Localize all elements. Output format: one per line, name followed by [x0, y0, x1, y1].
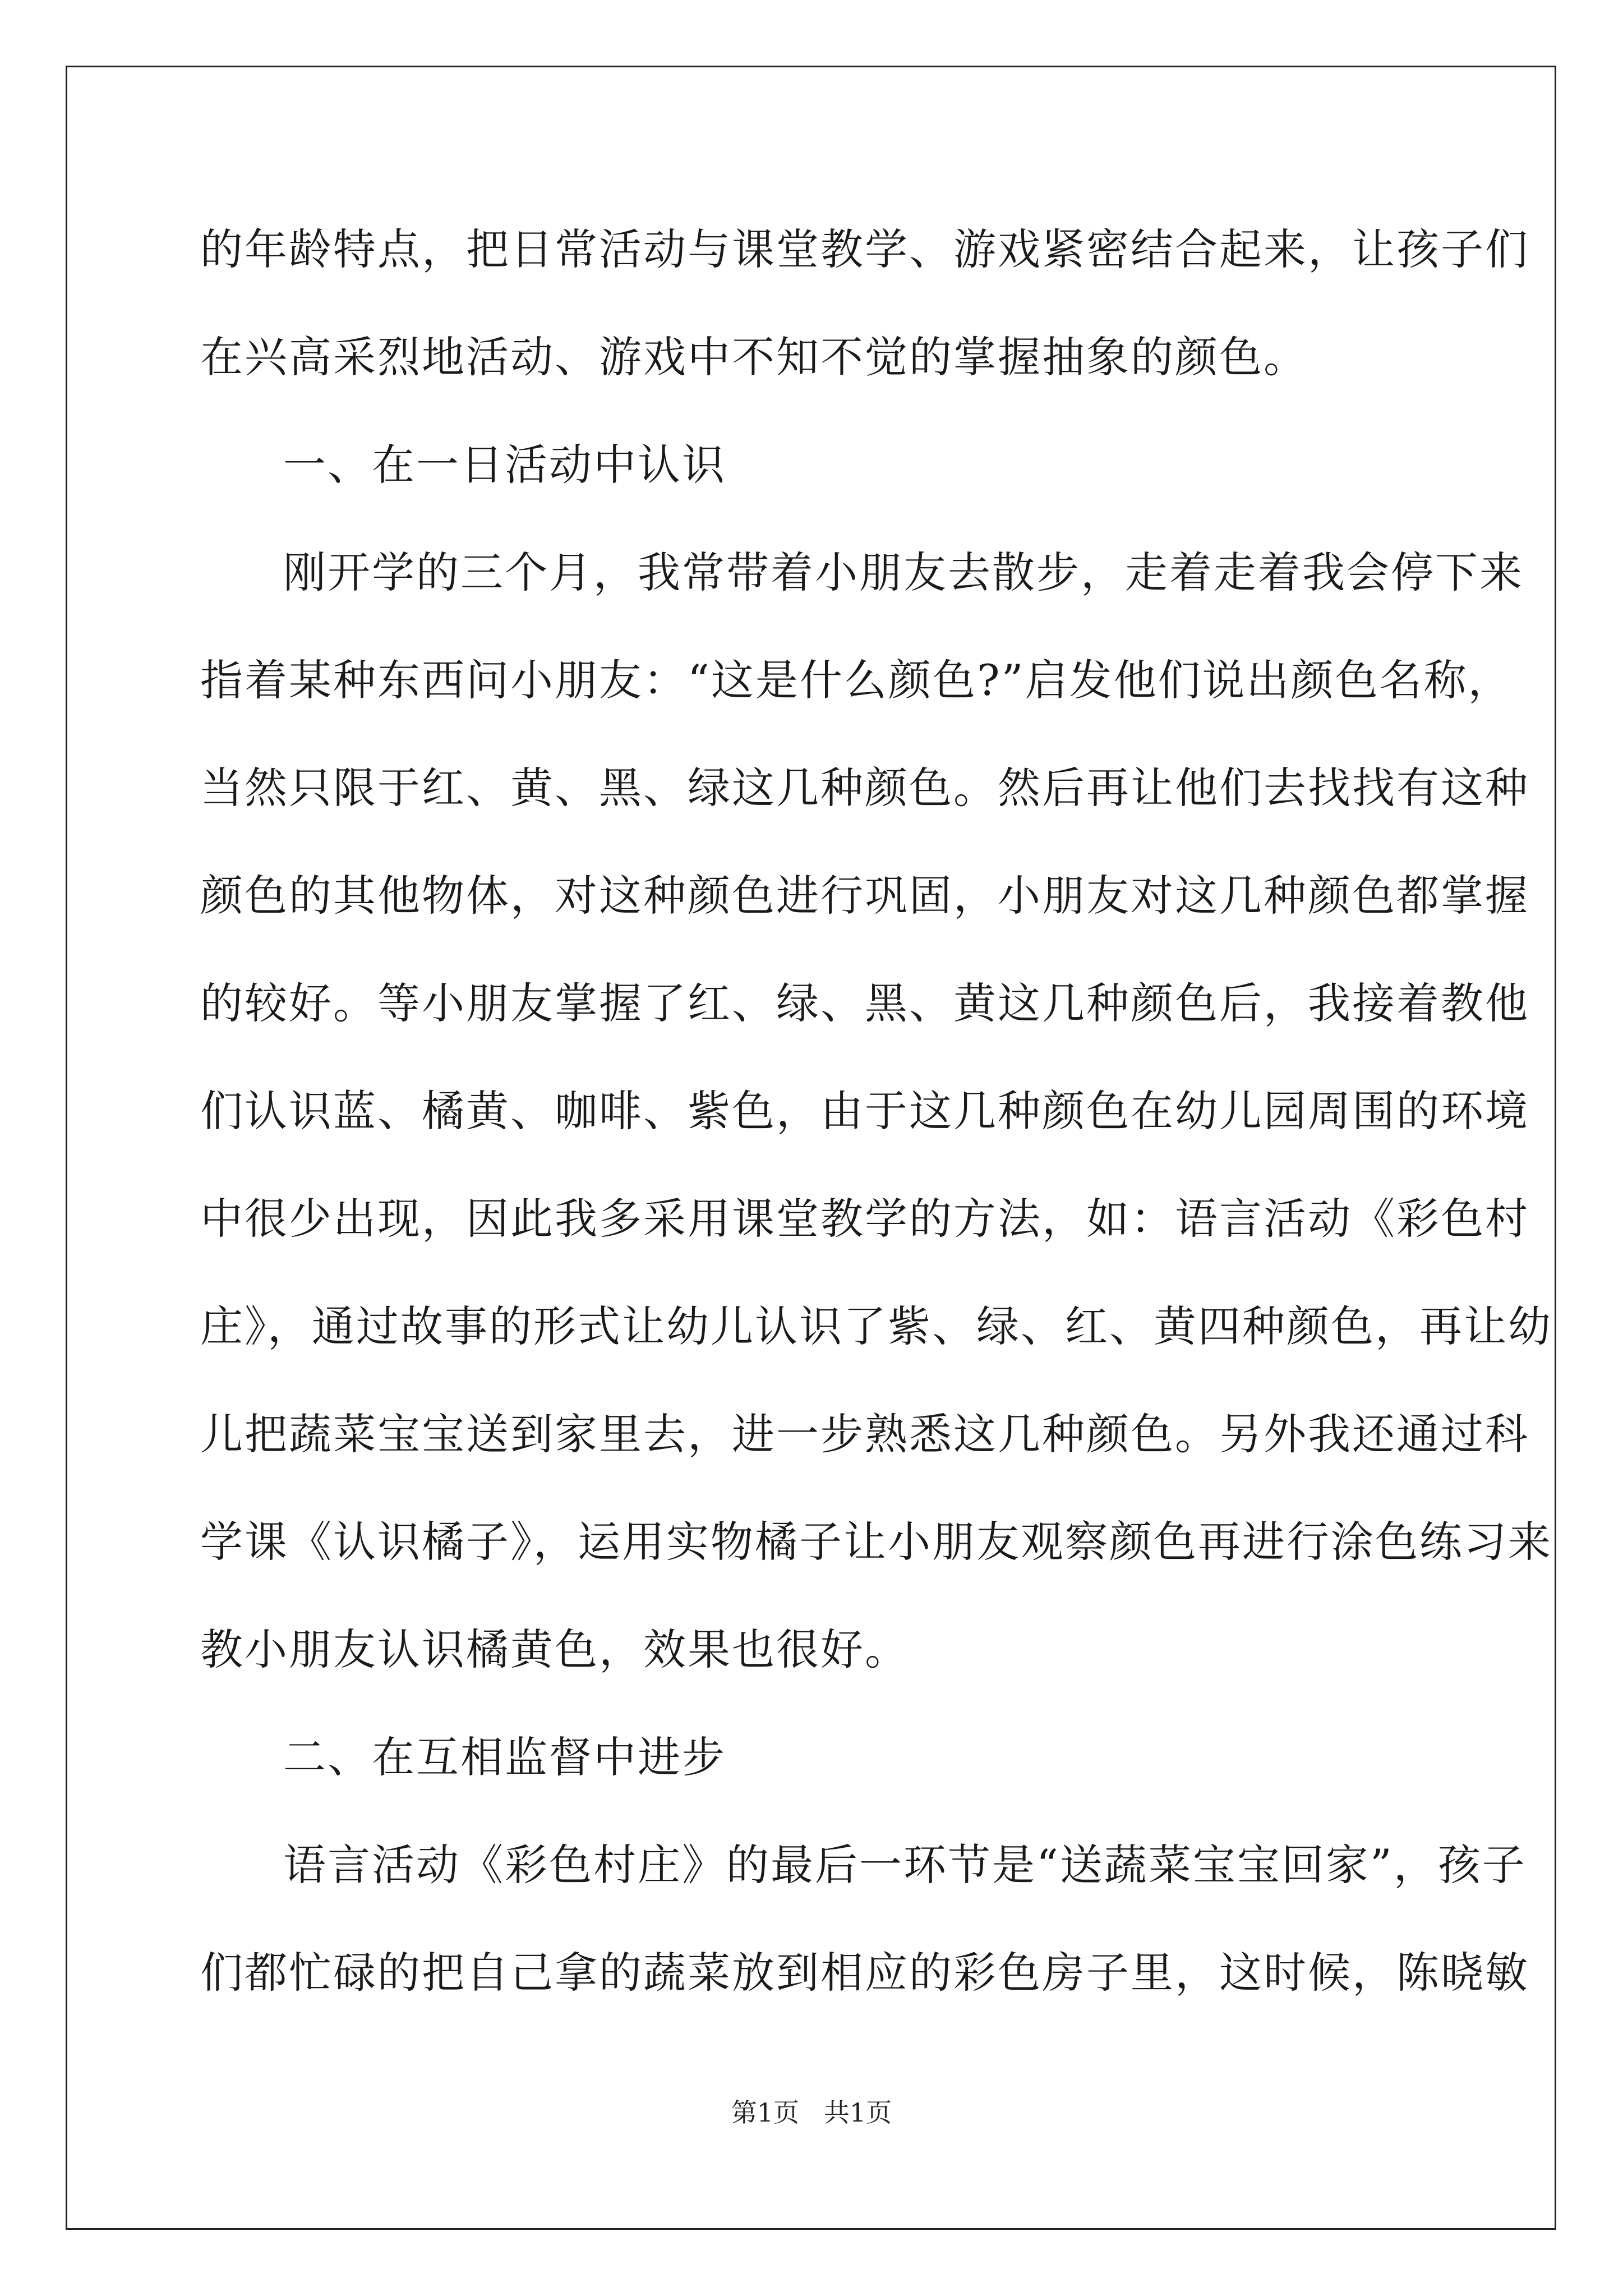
document-body	[200, 208, 1552, 2039]
paragraph-line: 当然只限于红、黄、黑、绿这几种颜色。然后再让他们去找找有这种	[200, 763, 1529, 813]
paragraph-line: 庄》，通过故事的形式让幼儿认识了紫、绿、红、黄四种颜色，再让幼	[200, 1301, 1552, 1351]
paragraph-line: 们认识蓝、橘黄、咖啡、紫色，由于这几种颜色在幼儿园周围的环境	[200, 1086, 1529, 1136]
paragraph-line: 刚开学的三个月，我常带着小朋友去散步，走着走着我会停下来	[283, 547, 1524, 597]
paragraph-line: 语言活动《彩色村庄》的最后一环节是“送蔬菜宝宝回家”，孩子	[283, 1840, 1527, 1890]
paragraph-line: 们都忙碌的把自己拿的蔬菜放到相应的彩色房子里，这时候，陈晓敏	[200, 1948, 1529, 1998]
paragraph-line: 学课《认识橘子》，运用实物橘子让小朋友观察颜色再进行涂色练习来	[200, 1517, 1552, 1567]
paragraph-line: 儿把蔬菜宝宝送到家里去，进一步熟悉这几种颜色。另外我还通过科	[200, 1409, 1529, 1459]
paragraph-line: 指着某种东西问小朋友：“这是什么颜色?”启发他们说出颜色名称，	[200, 655, 1513, 705]
page-number-footer: 第1页 共1页	[731, 2097, 892, 2128]
paragraph-line: 的年龄特点，把日常活动与课堂教学、游戏紧密结合起来，让孩子们	[200, 224, 1529, 274]
paragraph-line: 在兴高采烈地活动、游戏中不知不觉的掌握抽象的颜色。	[200, 332, 1308, 382]
section-heading: 一、在一日活动中认识	[283, 440, 726, 490]
paragraph-line: 的较好。等小朋友掌握了红、绿、黑、黄这几种颜色后，我接着教他	[200, 978, 1529, 1028]
paragraph-line: 教小朋友认识橘黄色，效果也很好。	[200, 1625, 909, 1674]
section-heading: 二、在互相监督中进步	[283, 1732, 726, 1782]
paragraph-line: 颜色的其他物体，对这种颜色进行巩固，小朋友对这几种颜色都掌握	[200, 871, 1529, 921]
paragraph-line: 中很少出现，因此我多采用课堂教学的方法，如：语言活动《彩色村	[200, 1194, 1529, 1244]
